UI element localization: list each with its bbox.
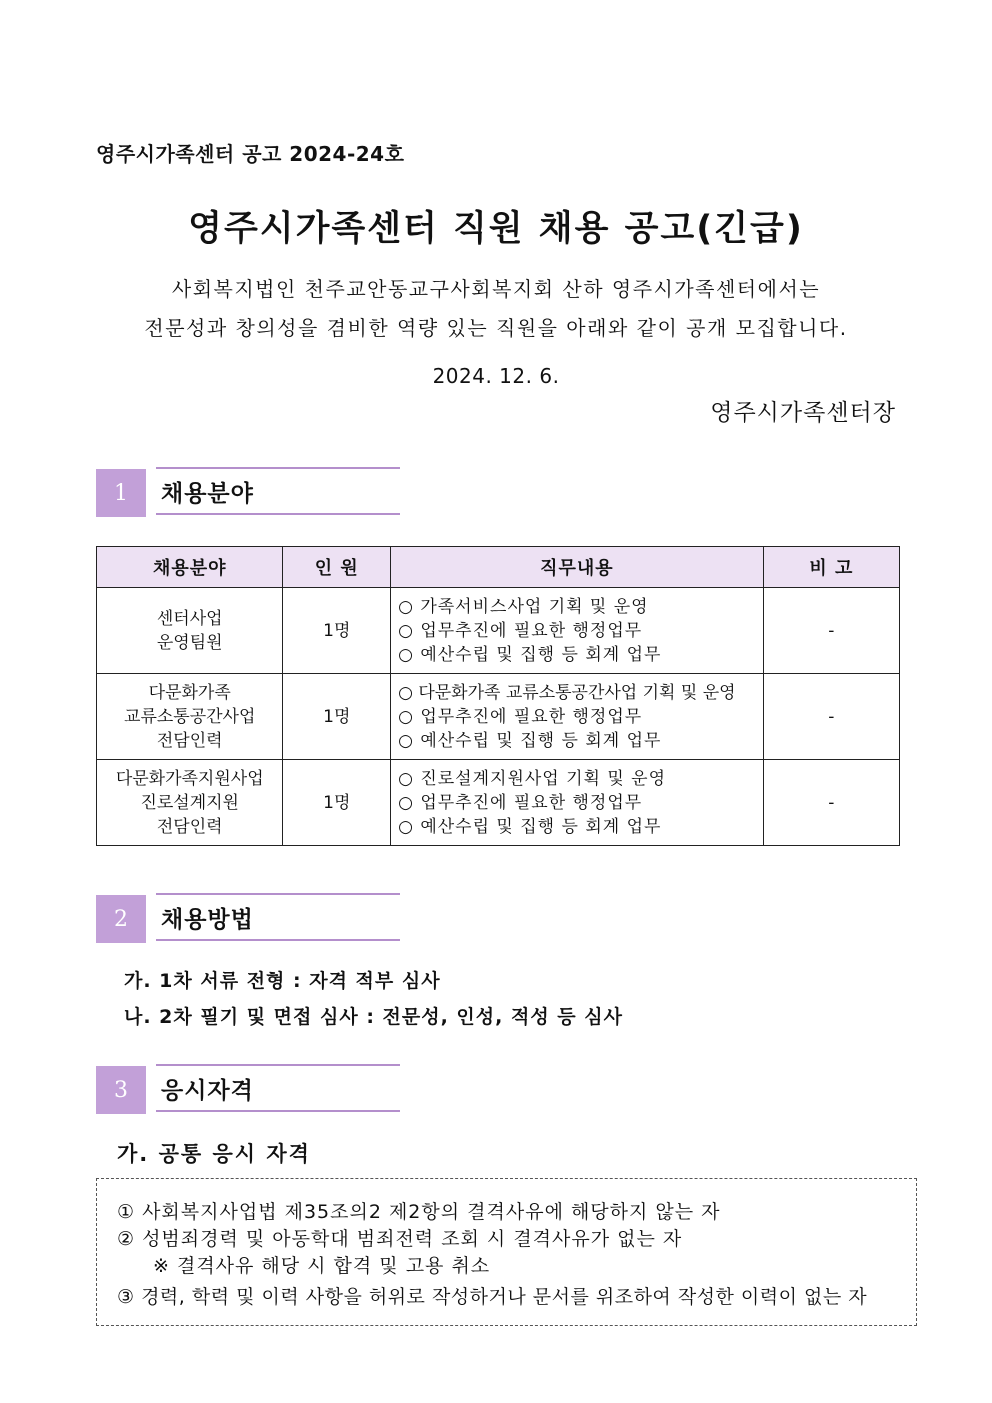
field-line: 전담인력 [156, 816, 223, 837]
duties-cell [391, 588, 764, 674]
intro-line-1: 사회복지법인 천주교안동교구사회복지회 산하 영주시가족센터에서는 [171, 277, 821, 301]
section-1-number: 1 [96, 469, 146, 517]
section-1-title: 채용분야 [156, 467, 400, 515]
header-count: 인 원 [283, 547, 391, 588]
header-field: 채용분야 [97, 547, 283, 588]
duty-item: ○ 예산수립 및 집행 등 회계 업무 [398, 730, 662, 751]
field-line: 운영팀원 [156, 632, 223, 653]
qualification-item-2: ② 성범죄경력 및 아동학대 범죄전력 조회 시 결격사유가 없는 자 [117, 1228, 683, 1250]
signer: 영주시가족센터장 [710, 400, 896, 426]
table-row [97, 674, 900, 760]
duty-item: ○ 진로설계지원사업 기획 및 운영 [398, 768, 667, 789]
notice-number: 영주시가족센터 공고 2024-24호 [96, 142, 405, 166]
note-cell: - [763, 760, 899, 846]
duty-item: ○ 예산수립 및 집행 등 회계 업무 [398, 644, 662, 665]
duties-cell [391, 674, 764, 760]
qualification-box [96, 1178, 917, 1326]
table-header-row [97, 547, 900, 588]
field-cell [97, 760, 283, 846]
field-cell [97, 588, 283, 674]
duty-item: ○ 업무추진에 필요한 행정업무 [398, 706, 643, 727]
notice-date: 2024. 12. 6. [432, 364, 560, 388]
qualification-item-1: ① 사회복지사업법 제35조의2 제2항의 결격사유에 해당하지 않는 자 [117, 1201, 721, 1223]
recruitment-table [96, 546, 900, 846]
count-cell: 1명 [283, 588, 391, 674]
section-2-number: 2 [96, 895, 146, 943]
field-line: 교류소통공간사업 [124, 706, 256, 727]
intro-line-2: 전문성과 창의성을 겸비한 역량 있는 직원을 아래와 같이 공개 모집합니다. [144, 316, 848, 340]
table-row [97, 760, 900, 846]
method-item-1: 가. 1차 서류 전형 : 자격 적부 심사 [124, 970, 441, 992]
field-line: 센터사업 [156, 608, 223, 629]
duty-item: ○ 업무추진에 필요한 행정업무 [398, 620, 643, 641]
header-note: 비 고 [763, 547, 899, 588]
note-cell: - [763, 588, 899, 674]
method-item-2: 나. 2차 필기 및 면접 심사 : 전문성, 인성, 적성 등 심사 [124, 1006, 623, 1028]
field-line: 다문화가족 [148, 682, 231, 703]
count-cell: 1명 [283, 674, 391, 760]
section-3-title: 응시자격 [156, 1064, 400, 1112]
duty-item: ○ 업무추진에 필요한 행정업무 [398, 792, 643, 813]
duty-item: ○ 다문화가족 교류소통공간사업 기획 및 운영 [398, 682, 736, 703]
qualification-item-3: ③ 경력, 학력 및 이력 사항을 허위로 작성하거나 문서를 위조하여 작성한 이력이 없는 자 [117, 1286, 868, 1308]
field-cell [97, 674, 283, 760]
qualification-note: ※ 결격사유 해당 시 합격 및 고용 취소 [153, 1255, 491, 1277]
header-duties: 직무내용 [391, 547, 764, 588]
count-cell: 1명 [283, 760, 391, 846]
page-title: 영주시가족센터 직원 채용 공고(긴급) [188, 209, 804, 249]
duties-cell [391, 760, 764, 846]
field-line: 다문화가족지원사업 [115, 768, 264, 789]
section-3-number: 3 [96, 1066, 146, 1114]
section-2-title: 채용방법 [156, 893, 400, 941]
duty-item: ○ 가족서비스사업 기획 및 운영 [398, 596, 649, 617]
note-cell: - [763, 674, 899, 760]
table-row [97, 588, 900, 674]
common-qualification-heading: 가. 공통 응시 자격 [117, 1142, 311, 1166]
duty-item: ○ 예산수립 및 집행 등 회계 업무 [398, 816, 662, 837]
field-line: 진로설계지원 [140, 792, 239, 813]
field-line: 전담인력 [156, 730, 223, 751]
